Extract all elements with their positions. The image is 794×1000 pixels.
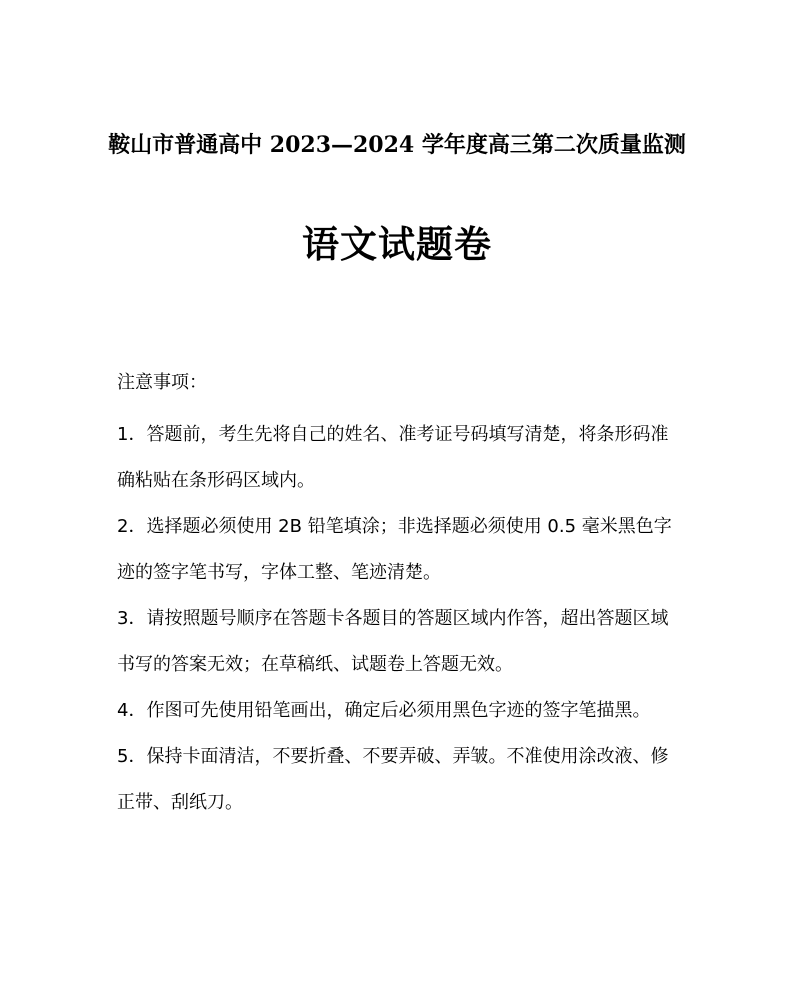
notice-item-line: 1．答题前，考生先将自己的姓名、准考证号码填写清楚，将条形码准 (117, 424, 669, 445)
notice-item-line: 书写的答案无效；在草稿纸、试题卷上答题无效。 (117, 654, 513, 675)
notice-section (117, 368, 717, 826)
notice-item-4 (117, 688, 717, 734)
notice-item-line: 5．保持卡面清洁，不要折叠、不要弄破、弄皱。不准使用涂改液、修 (117, 746, 669, 767)
exam-title: 语文试题卷 (302, 222, 492, 266)
notice-item-line: 3．请按照题号顺序在答题卡各题目的答题区域内作答，超出答题区域 (117, 608, 669, 629)
notice-item-3 (117, 596, 717, 688)
exam-header: 鞍山市普通高中 2023—2024 学年度高三第二次质量监测 (108, 132, 686, 158)
notice-item-line: 2．选择题必须使用 2B 铅笔填涂；非选择题必须使用 0.5 毫米黑色字 (117, 516, 672, 537)
notice-item-line: 4．作图可先使用铅笔画出，确定后必须用黑色字迹的签字笔描黑。 (117, 700, 651, 721)
notice-item-2 (117, 504, 717, 596)
notice-item-1 (117, 412, 717, 504)
notice-item-5 (117, 734, 717, 826)
notice-list (117, 412, 717, 826)
notice-heading: 注意事项： (117, 372, 207, 393)
notice-item-line: 正带、刮纸刀。 (117, 792, 243, 813)
notice-item-line: 确粘贴在条形码区域内。 (117, 470, 315, 491)
notice-item-line: 迹的签字笔书写，字体工整、笔迹清楚。 (117, 562, 441, 583)
